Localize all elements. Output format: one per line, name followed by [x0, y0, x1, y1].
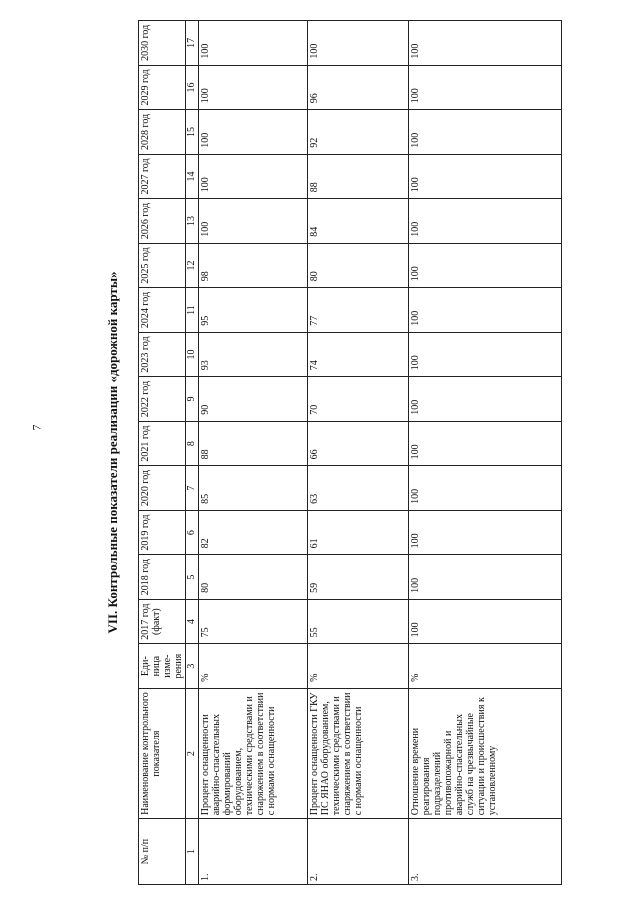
unit-cell: %	[199, 644, 308, 689]
section-title: VII. Контрольные показатели реализации «дорожной карты»	[105, 271, 120, 634]
value-cell: 100	[409, 332, 562, 377]
header-cell: 2025 год	[139, 243, 186, 288]
row-number: 2.	[308, 819, 409, 885]
value-cell: 100	[409, 199, 562, 244]
header-cell: 2021 год	[139, 421, 186, 466]
header-cell: 2018 год	[139, 555, 186, 600]
unit-cell: %	[308, 644, 409, 689]
value-cell: 100	[409, 599, 562, 644]
value-cell: 75	[199, 599, 308, 644]
column-number: 5	[186, 555, 199, 600]
value-cell: 84	[308, 199, 409, 244]
column-number: 10	[186, 332, 199, 377]
indicator-name: Отношение времени реагирования подразделений противопожарной и аварийно-спасательных служб на чрезвычайные ситуации и происшествия к установленному	[409, 688, 562, 818]
value-cell: 100	[409, 288, 562, 333]
row-number: 3.	[409, 819, 562, 885]
header-cell: 2029 год	[139, 65, 186, 110]
header-cell: 2019 год	[139, 510, 186, 555]
value-cell: 100	[199, 110, 308, 155]
column-number: 12	[186, 243, 199, 288]
header-cell: 2026 год	[139, 199, 186, 244]
column-number: 8	[186, 421, 199, 466]
header-cell: 2028 год	[139, 110, 186, 155]
rotated-page-content	[98, 20, 618, 885]
indicator-name: Процент оснащенности аварийно-спасательных формирований оборудованием, техническими средствами и снаряжением в соответствии с нормами оснащенности	[199, 688, 308, 818]
column-number: 7	[186, 466, 199, 511]
column-number: 3	[186, 644, 199, 689]
value-cell: 59	[308, 555, 409, 600]
value-cell: 98	[199, 243, 308, 288]
column-number: 11	[186, 288, 199, 333]
column-number: 2	[186, 688, 199, 818]
column-number: 4	[186, 599, 199, 644]
value-cell: 63	[308, 466, 409, 511]
value-cell: 66	[308, 421, 409, 466]
value-cell: 100	[409, 154, 562, 199]
value-cell: 80	[308, 243, 409, 288]
page-number: 7	[29, 424, 44, 431]
value-cell: 82	[199, 510, 308, 555]
value-cell: 100	[409, 21, 562, 66]
value-cell: 61	[308, 510, 409, 555]
value-cell: 100	[199, 154, 308, 199]
column-number: 16	[186, 65, 199, 110]
value-cell: 55	[308, 599, 409, 644]
header-cell: 2020 год	[139, 466, 186, 511]
column-number: 13	[186, 199, 199, 244]
value-cell: 77	[308, 288, 409, 333]
value-cell: 88	[199, 421, 308, 466]
value-cell: 100	[409, 510, 562, 555]
value-cell: 100	[199, 199, 308, 244]
header-cell: 2027 год	[139, 154, 186, 199]
header-cell: Еди-ница изме-рения	[139, 644, 186, 689]
header-cell: № п/п	[139, 819, 186, 885]
header-cell: 2023 год	[139, 332, 186, 377]
value-cell: 100	[409, 421, 562, 466]
column-number: 6	[186, 510, 199, 555]
value-cell: 100	[199, 21, 308, 66]
value-cell: 100	[409, 377, 562, 422]
value-cell: 96	[308, 65, 409, 110]
roadmap-indicators-table	[138, 20, 562, 885]
column-number-row	[186, 21, 199, 885]
header-cell: Наименование контрольного показателя	[139, 688, 186, 818]
value-cell: 70	[308, 377, 409, 422]
value-cell: 93	[199, 332, 308, 377]
value-cell: 95	[199, 288, 308, 333]
value-cell: 85	[199, 466, 308, 511]
table-row	[308, 21, 409, 885]
value-cell: 100	[409, 110, 562, 155]
unit-cell: %	[409, 644, 562, 689]
column-number: 17	[186, 21, 199, 66]
table-row	[199, 21, 308, 885]
value-cell: 90	[199, 377, 308, 422]
value-cell: 80	[199, 555, 308, 600]
column-number: 14	[186, 154, 199, 199]
table-row	[409, 21, 562, 885]
column-number: 15	[186, 110, 199, 155]
value-cell: 88	[308, 154, 409, 199]
header-cell: 2024 год	[139, 288, 186, 333]
column-number: 1	[186, 819, 199, 885]
header-cell: 2022 год	[139, 377, 186, 422]
value-cell: 100	[409, 555, 562, 600]
value-cell: 92	[308, 110, 409, 155]
value-cell: 100	[409, 466, 562, 511]
value-cell: 74	[308, 332, 409, 377]
value-cell: 100	[409, 65, 562, 110]
value-cell: 100	[409, 243, 562, 288]
value-cell: 100	[199, 65, 308, 110]
column-number: 9	[186, 377, 199, 422]
header-cell: 2030 год	[139, 21, 186, 66]
row-number: 1.	[199, 819, 308, 885]
value-cell: 100	[308, 21, 409, 66]
header-cell: 2017 год (факт)	[139, 599, 186, 644]
indicator-name: Процент оснащенности ГКУ ПС ЯНАО оборудованием, техническими средствами и снаряжением в соответствии с нормами оснащенности	[308, 688, 409, 818]
header-row	[139, 21, 186, 885]
